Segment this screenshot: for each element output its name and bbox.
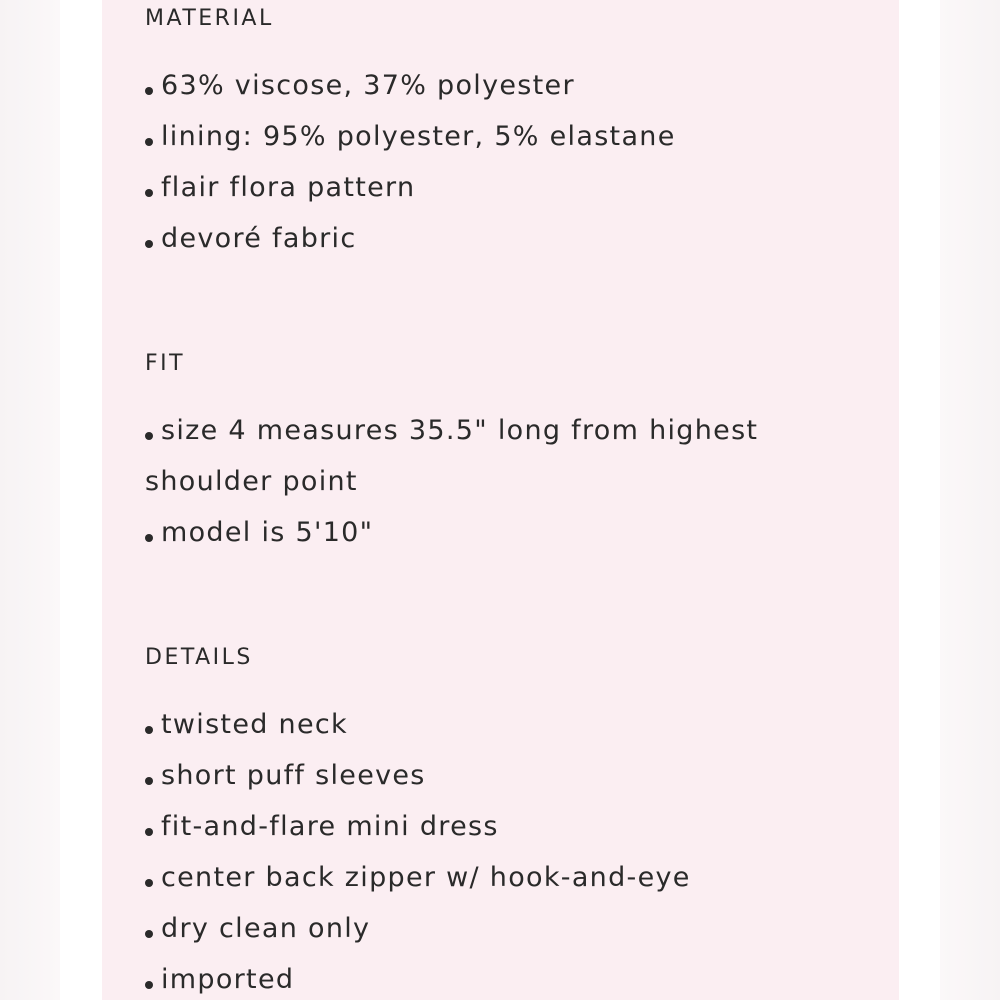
details-item-text: imported xyxy=(161,964,295,995)
material-item-3 xyxy=(145,174,415,201)
bullet-icon xyxy=(145,981,153,989)
fit-heading: FIT xyxy=(145,351,186,376)
details-item-6 xyxy=(145,966,294,993)
details-item-3 xyxy=(145,813,499,840)
details-item-text: short puff sleeves xyxy=(161,760,426,791)
details-item-4 xyxy=(145,864,691,891)
material-item-2 xyxy=(145,123,676,150)
bullet-icon xyxy=(145,87,153,95)
bullet-icon xyxy=(145,828,153,836)
bullet-icon xyxy=(145,534,153,542)
material-item-1 xyxy=(145,72,575,99)
fit-item-text: model is 5'10" xyxy=(161,517,374,548)
fit-item-text: shoulder point xyxy=(145,466,358,497)
bullet-icon xyxy=(145,138,153,146)
material-item-4 xyxy=(145,225,357,252)
bullet-icon xyxy=(145,930,153,938)
fit-item-1 xyxy=(145,417,758,444)
details-heading: DETAILS xyxy=(145,645,253,670)
details-item-2 xyxy=(145,762,426,789)
material-item-text: lining: 95% polyester, 5% elastane xyxy=(161,121,676,152)
fit-item-1-continued xyxy=(145,468,358,495)
bullet-icon xyxy=(145,777,153,785)
material-heading: MATERIAL xyxy=(145,6,274,31)
bullet-icon xyxy=(145,432,153,440)
fit-item-text: size 4 measures 35.5" long from highest xyxy=(161,415,759,446)
bullet-icon xyxy=(145,726,153,734)
bullet-icon xyxy=(145,189,153,197)
details-item-text: twisted neck xyxy=(161,709,348,740)
details-item-text: center back zipper w/ hook-and-eye xyxy=(161,862,691,893)
details-item-text: dry clean only xyxy=(161,913,371,944)
details-item-text: fit-and-flare mini dress xyxy=(161,811,499,842)
bullet-icon xyxy=(145,879,153,887)
material-item-text: 63% viscose, 37% polyester xyxy=(161,70,575,101)
details-item-5 xyxy=(145,915,370,942)
fit-item-2 xyxy=(145,519,373,546)
bullet-icon xyxy=(145,240,153,248)
details-item-1 xyxy=(145,711,348,738)
material-item-text: devoré fabric xyxy=(161,223,357,254)
material-item-text: flair flora pattern xyxy=(161,172,416,203)
